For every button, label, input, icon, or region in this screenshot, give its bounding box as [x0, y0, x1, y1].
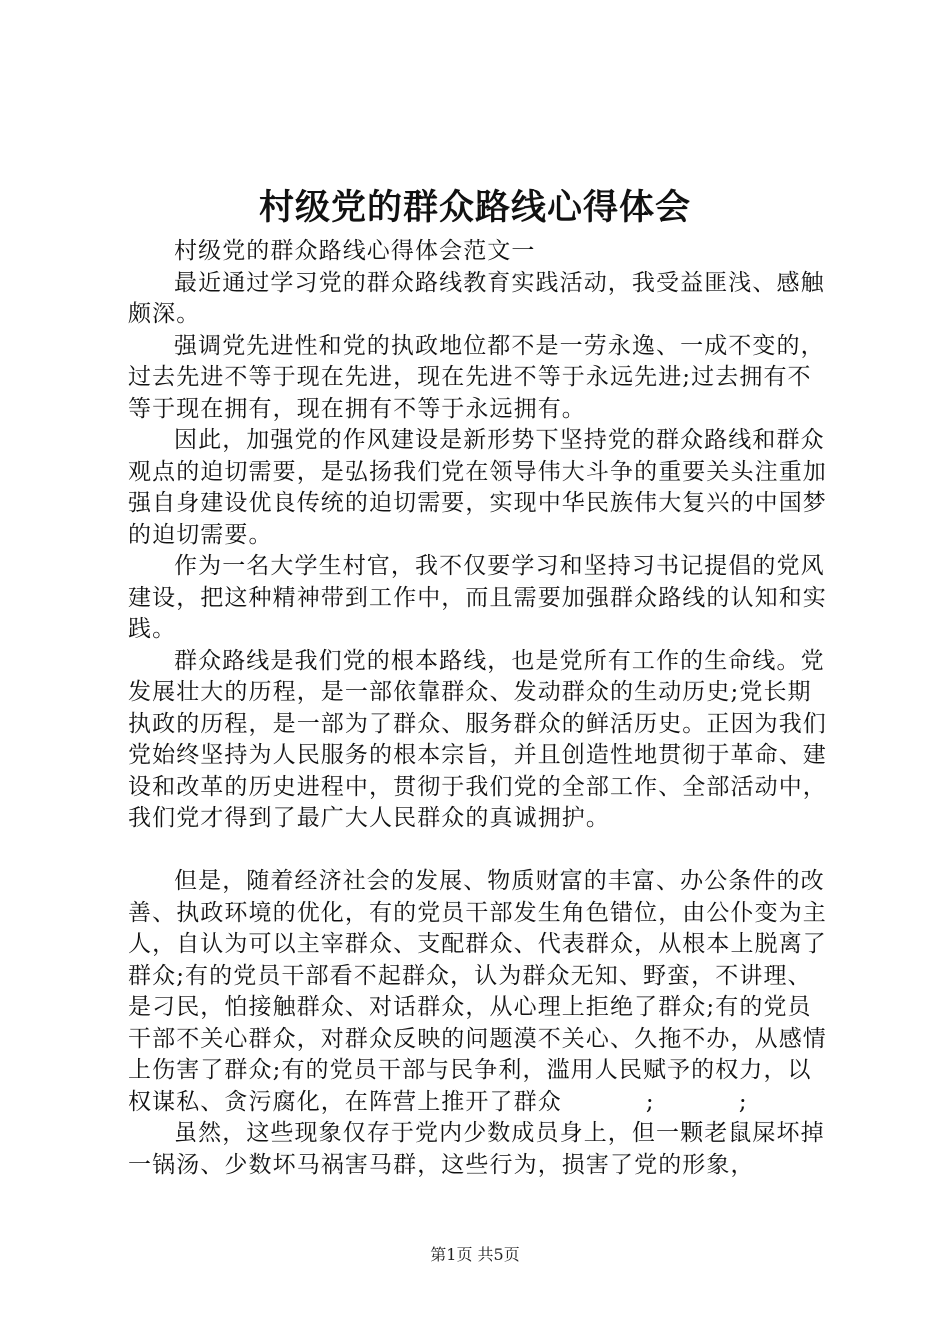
paragraph: 最近通过学习党的群众路线教育实践活动，我受益匪浅、感触颇深。	[128, 269, 825, 327]
trailing-marks: ; ;	[561, 1088, 748, 1115]
paragraph: 作为一名大学生村官，我不仅要学习和坚持习书记提倡的党风建设，把这种精神带到工作中，而且需要加强群众路线的认知和实践。	[128, 553, 827, 642]
paragraph: 强调党先进性和党的执政地位都不是一劳永逸、一成不变的，过去先进不等于现在先进，现在先进不等于永远先进;过去拥有不等于现在拥有，现在拥有不等于永远拥有。	[128, 332, 825, 422]
paragraph-with-trailing-marks	[128, 866, 828, 1118]
document-body	[128, 236, 828, 1181]
paragraph-text: 但是，随着经济社会的发展、物质财富的丰富、办公条件的改善、执政环境的优化，有的党员干部发生角色错位，由公仆变为主人，自认为可以主宰群众、支配群众、代表群众，从根本上脱离了群众;有的党员干部看不起群众，认为群众无知、野蛮，不讲理、是刁民，怕接触群众、对话群众，从心理上拒绝了群众;有的党员干部不关心群众，对群众反映的问题漠不关心、久拖不办，从感情上伤害了群众;有的党员干部与民争利，滥用人民赋予的权力，以权谋私、贪污腐化，在阵营上推开了群众	[128, 868, 827, 1115]
paragraph: 虽然，这些现象仅存于党内少数成员身上，但一颗老鼠屎坏掉一锅汤、少数坏马祸害马群，这些行为，损害了党的形象，	[128, 1120, 825, 1178]
paragraph-subtitle: 村级党的群众路线心得体会范文一	[174, 238, 536, 264]
document-title: 村级党的群众路线心得体会	[258, 187, 691, 228]
page-footer: 第1页 共5页	[430, 1245, 520, 1264]
paragraph: 因此，加强党的作风建设是新形势下坚持党的群众路线和群众观点的迫切需要，是弘扬我们党在领导伟大斗争的重要关头注重加强自身建设优良传统的迫切需要，实现中华民族伟大复兴的中国梦的迫切需要。	[128, 427, 827, 548]
paragraph: 群众路线是我们党的根本路线，也是党所有工作的生命线。党发展壮大的历程，是一部依靠群众、发动群众的生动历史;党长期执政的历程，是一部为了群众、服务群众的鲜活历史。正因为我们党始终坚持为人民服务的根本宗旨，并且创造性地贯彻于革命、建设和改革的历史进程中，贯彻于我们党的全部工作、全部活动中，我们党才得到了最广大人民群众的真诚拥护。	[128, 647, 827, 831]
